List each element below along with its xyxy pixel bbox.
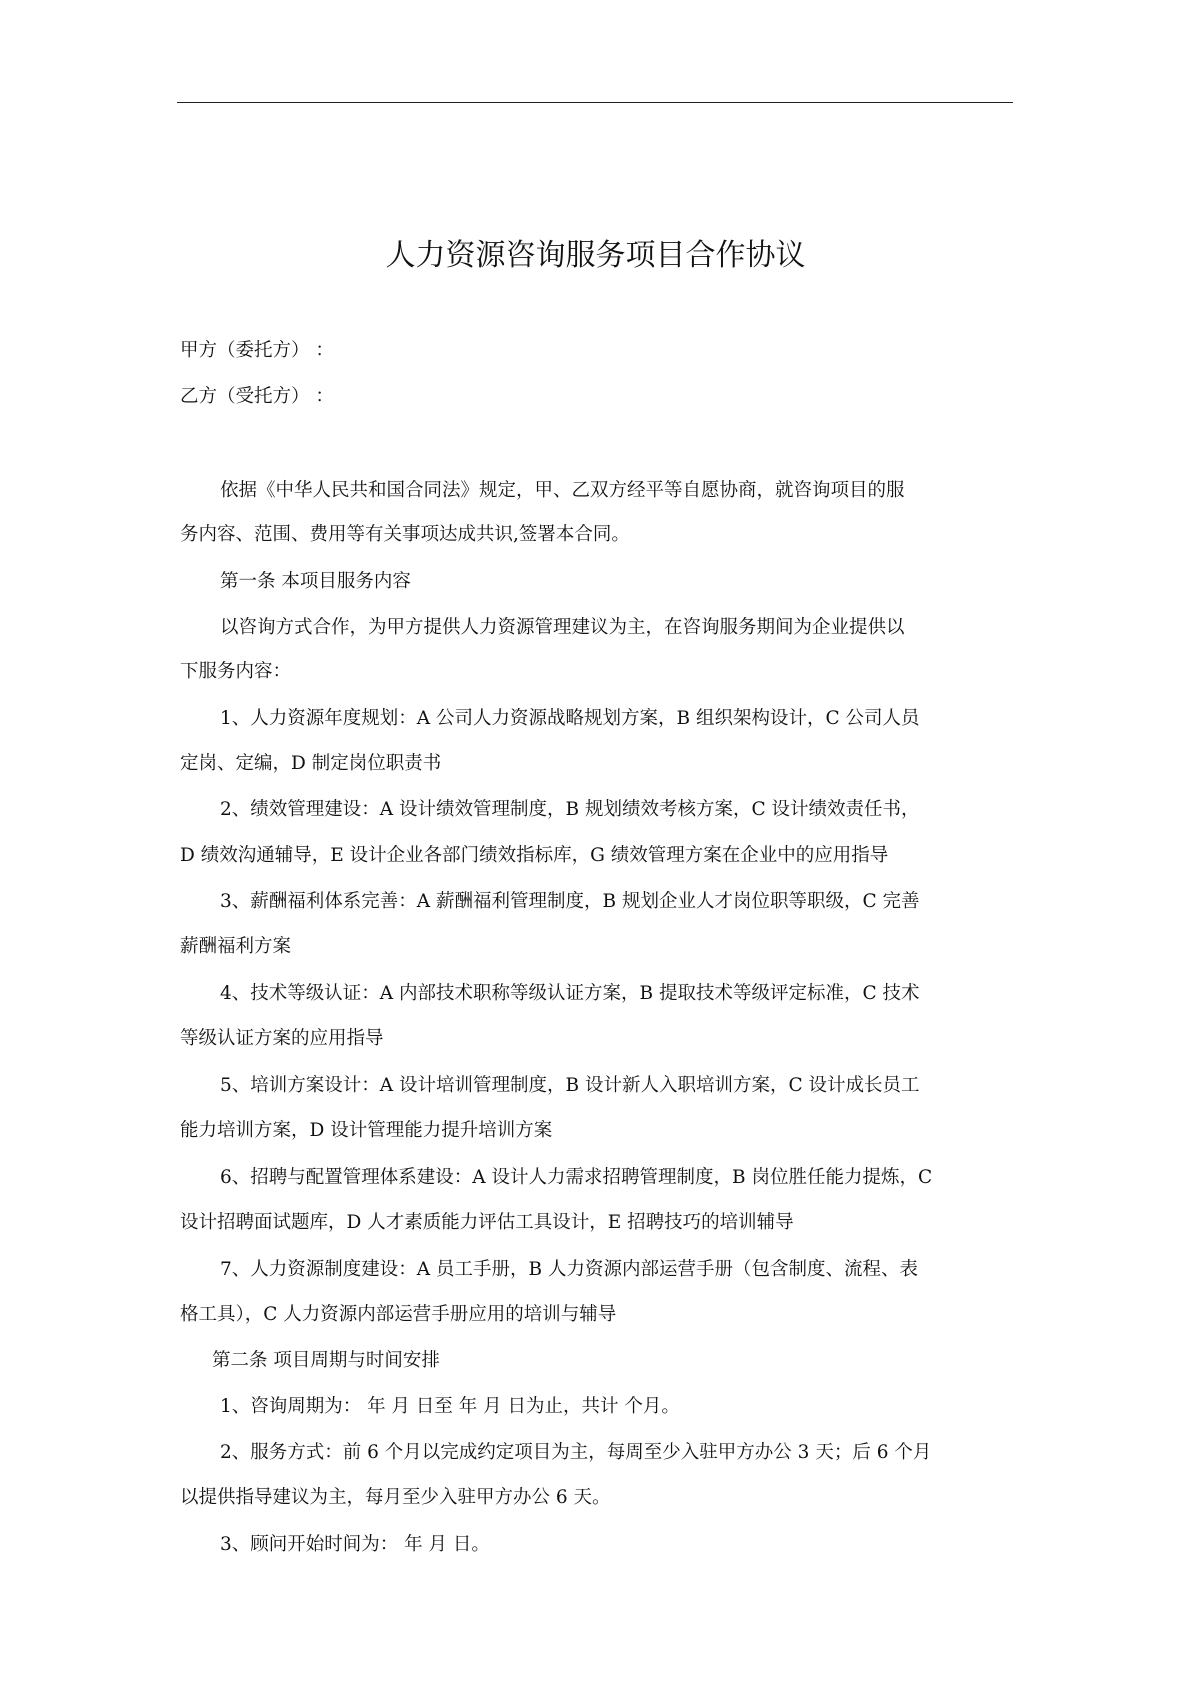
article1-heading: 第一条 本项目服务内容 <box>220 571 411 592</box>
party-b-label: 乙方（受托方） ： <box>180 386 334 407</box>
article1-item-line: 能力培训方案，D 设计管理能力提升培训方案 <box>180 1120 553 1141</box>
article1-item-line: 1、人力资源年度规划：A 公司人力资源战略规划方案，B 组织架构设计，C 公司人员 <box>220 708 920 729</box>
article1-item-line: D 绩效沟通辅导，E 设计企业各部门绩效指标库，G 绩效管理方案在企业中的应用指导 <box>180 845 889 866</box>
article1-item-line: 设计招聘面试题库，D 人才素质能力评估工具设计，E 招聘技巧的培训辅导 <box>180 1212 794 1233</box>
article2-item-line: 以提供指导建议为主，每月至少入驻甲方办公 6 天。 <box>180 1487 611 1508</box>
article1-intro-line: 下服务内容： <box>180 661 292 682</box>
party-a-label: 甲方（委托方） ： <box>180 340 334 361</box>
article1-item-line: 定岗、定编，D 制定岗位职责书 <box>180 753 442 774</box>
preamble-line: 依据《中华人民共和国合同法》规定，甲、乙双方经平等自愿协商，就咨询项目的服 <box>220 480 905 501</box>
preamble-line: 务内容、范围、费用等有关事项达成共识,签署本合同。 <box>180 524 630 545</box>
header-rule <box>177 102 1013 103</box>
article1-item-line: 等级认证方案的应用指导 <box>180 1028 384 1049</box>
article1-item-line: 7、人力资源制度建设：A 员工手册，B 人力资源内部运营手册（包含制度、流程、表 <box>220 1259 918 1280</box>
article1-item-line: 2、绩效管理建设：A 设计绩效管理制度，B 规划绩效考核方案，C 设计绩效责任书， <box>220 799 920 820</box>
article2-heading: 第二条 项目周期与时间安排 <box>212 1350 440 1371</box>
article1-item-line: 3、薪酬福利体系完善：A 薪酬福利管理制度，B 规划企业人才岗位职等职级，C 完善 <box>220 891 920 912</box>
article2-item-line: 2、服务方式：前 6 个月以完成约定项目为主，每周至少入驻甲方办公 3 天；后 6 个月 <box>220 1442 932 1463</box>
article2-item-line: 3、顾问开始时间为： 年 月 日。 <box>220 1534 490 1555</box>
article1-item-line: 6、招聘与配置管理体系建设：A 设计人力需求招聘管理制度，B 岗位胜任能力提炼，C <box>220 1167 933 1188</box>
article1-intro-line: 以咨询方式合作，为甲方提供人力资源管理建议为主，在咨询服务期间为企业提供以 <box>220 617 905 638</box>
article1-item-line: 格工具），C 人力资源内部运营手册应用的培训与辅导 <box>180 1304 617 1325</box>
article2-item-line: 1、咨询周期为： 年 月 日至 年 月 日为止，共计 个月。 <box>220 1396 680 1417</box>
article1-item-line: 5、培训方案设计：A 设计培训管理制度，B 设计新人入职培训方案，C 设计成长员工 <box>220 1075 920 1096</box>
article1-item-line: 薪酬福利方案 <box>180 936 292 957</box>
document-title: 人力资源咨询服务项目合作协议 <box>385 238 806 274</box>
article1-item-line: 4、技术等级认证：A 内部技术职称等级认证方案，B 提取技术等级评定标准，C 技术 <box>220 983 920 1004</box>
